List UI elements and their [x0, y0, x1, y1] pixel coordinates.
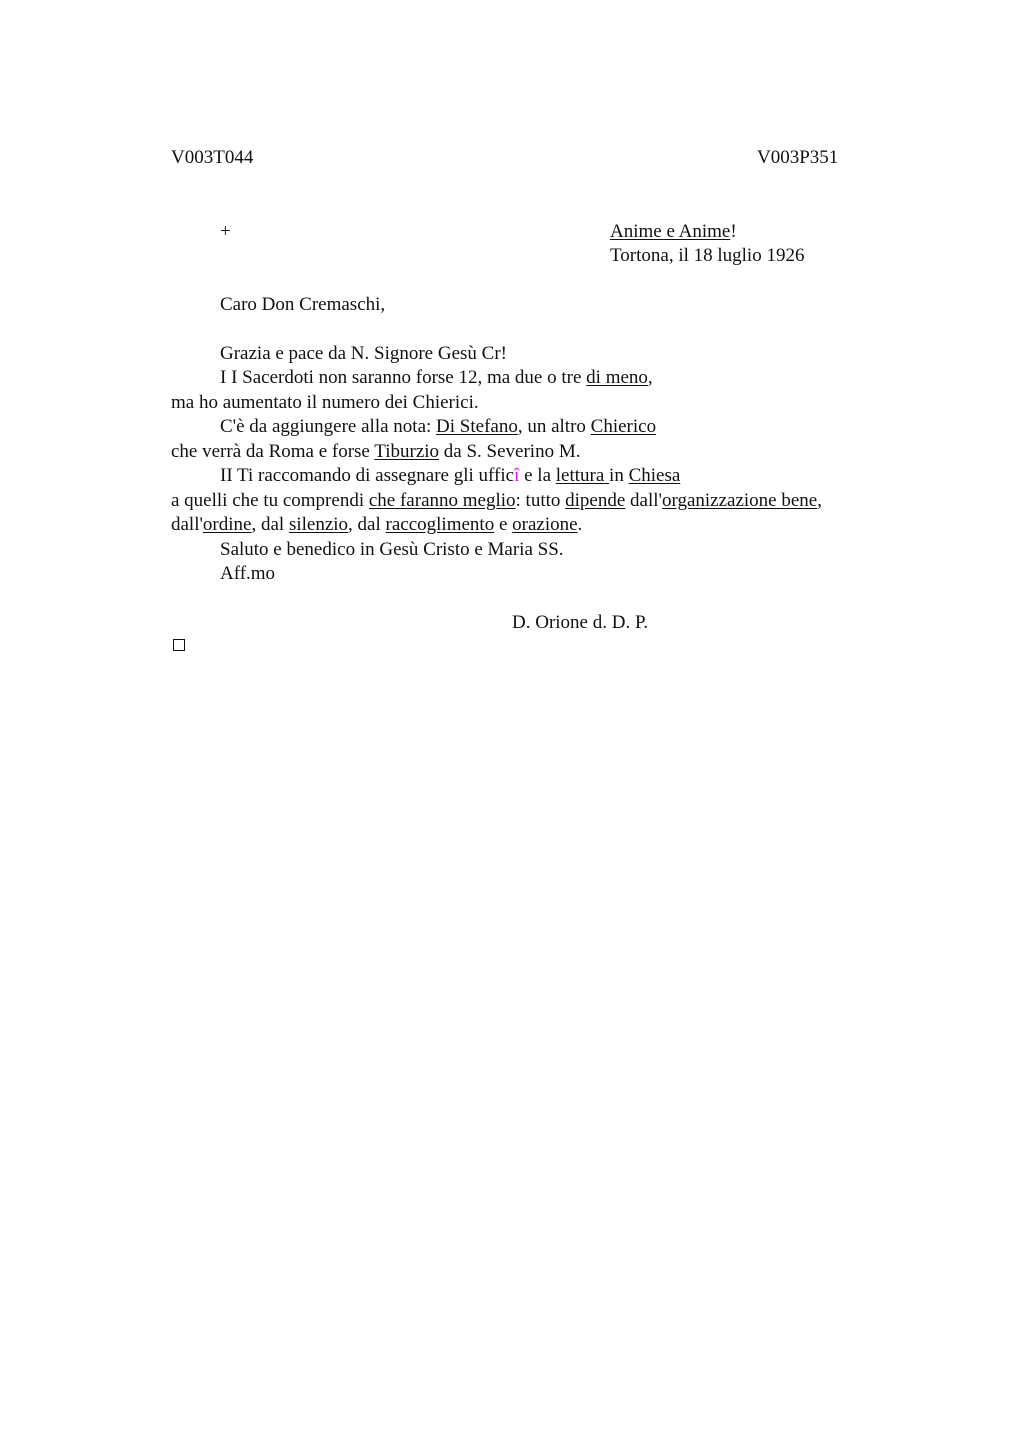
underlined-di-meno: di meno	[586, 367, 648, 388]
cross-mark: +	[220, 221, 231, 242]
document-code-left: V003T044	[171, 147, 254, 168]
body-line-6-mid: e la	[519, 465, 556, 486]
body-line-8-dal-1: , dal	[251, 514, 289, 535]
body-line-4-mid: , un altro	[517, 416, 591, 437]
underlined-chiesa: Chiesa	[628, 465, 681, 486]
body-line-1: Grazia e pace da N. Signore Gesù Cr!	[220, 343, 507, 364]
underlined-chierico: Chierico	[590, 416, 657, 437]
body-line-8-dal-2: , dal	[348, 514, 386, 535]
body-line-6-in: in	[609, 465, 629, 486]
body-line-3: ma ho aumentato il numero dei Chierici.	[171, 392, 479, 413]
body-line-7-text: a quelli che tu comprendi	[171, 490, 369, 511]
body-line-8-end: .	[577, 514, 583, 535]
body-line-2	[220, 366, 653, 390]
body-line-6-text: II Ti raccomando di assegnare gli uffic	[220, 465, 515, 486]
body-line-8	[171, 513, 582, 537]
body-line-2-end: ,	[647, 367, 653, 388]
body-line-7	[171, 489, 822, 513]
body-line-8-e: e	[494, 514, 513, 535]
body-line-2-text: I I Sacerdoti non saranno forse 12, ma due o tre	[220, 367, 587, 388]
body-line-9: Saluto e benedico in Gesù Cristo e Maria SS.	[220, 539, 564, 560]
underlined-dipende: dipende	[565, 490, 626, 511]
body-line-7-dall: dall'	[625, 490, 662, 511]
accented-character: î	[514, 465, 520, 486]
underlined-raccoglimento: raccoglimento	[385, 514, 495, 535]
square-icon	[173, 639, 185, 651]
body-line-4	[220, 415, 656, 439]
body-line-5-end: da S. Severino M.	[439, 441, 581, 462]
signature: D. Orione d. D. P.	[512, 612, 649, 633]
body-line-6	[220, 464, 680, 488]
underlined-ordine: ordine	[202, 514, 252, 535]
underlined-organizzazione-bene: organizzazione bene	[661, 490, 818, 511]
document-code-right: V003P351	[757, 147, 839, 168]
date-line: Tortona, il 18 luglio 1926	[610, 245, 805, 266]
closing-affmo: Aff.mo	[220, 563, 276, 584]
salutation: Caro Don Cremaschi,	[220, 294, 386, 315]
underlined-che-faranno-meglio: che faranno meglio	[368, 490, 516, 511]
motto-text: Anime e Anime	[610, 221, 731, 242]
underlined-lettura: lettura	[555, 465, 610, 486]
body-line-8-text: dall'	[171, 514, 203, 535]
underlined-orazione: orazione	[512, 514, 578, 535]
motto-exclamation: !	[730, 221, 737, 242]
body-line-4-text: C'è da aggiungere alla nota:	[220, 416, 437, 437]
underlined-silenzio: silenzio	[288, 514, 349, 535]
body-line-5-text: che verrà da Roma e forse	[171, 441, 375, 462]
underlined-di-stefano: Di Stefano	[436, 416, 518, 437]
body-line-7-mid: : tutto	[515, 490, 566, 511]
underlined-tiburzio: Tiburzio	[374, 441, 440, 462]
body-line-5	[171, 440, 580, 464]
body-line-7-end: ,	[817, 490, 822, 511]
motto	[610, 220, 737, 244]
